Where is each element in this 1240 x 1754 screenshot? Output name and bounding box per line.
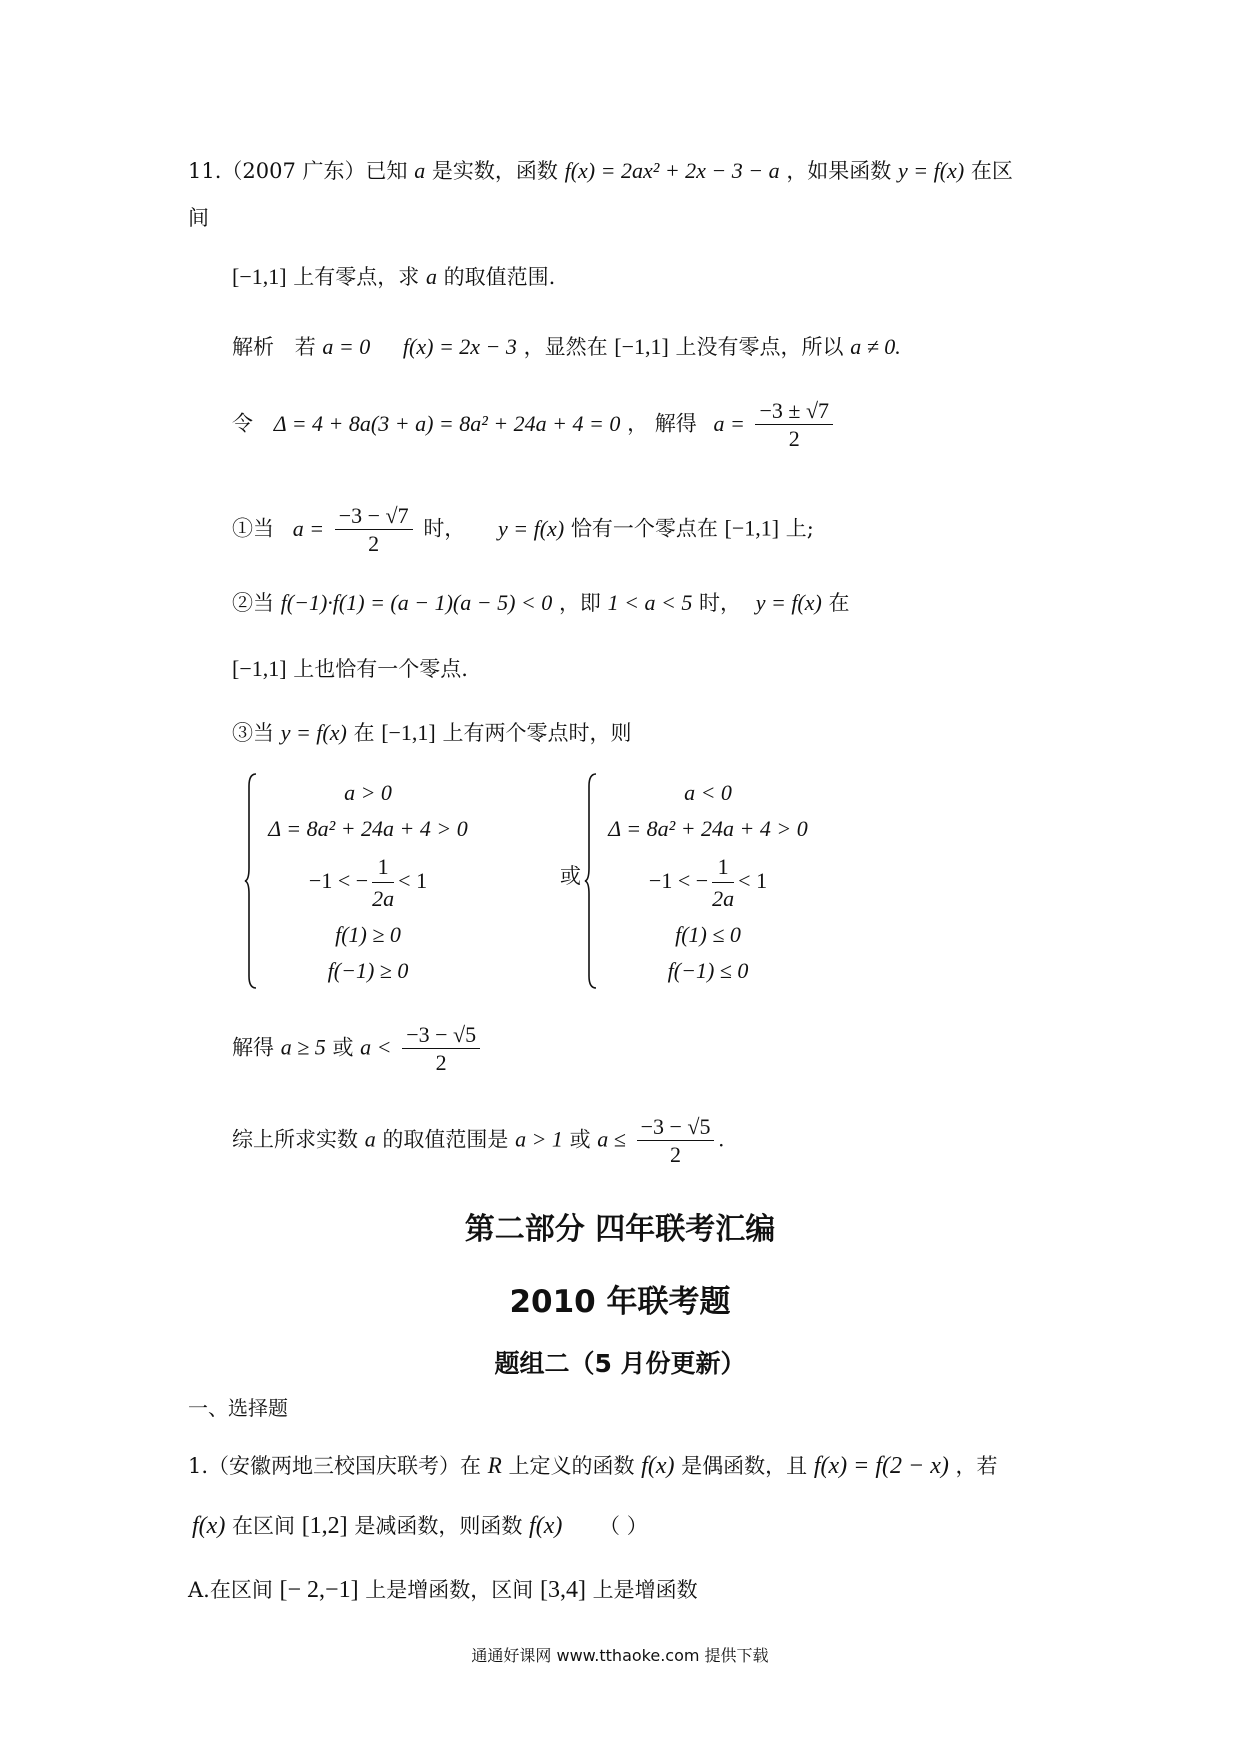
solution-text: 综上所求实数 — [232, 1127, 358, 1152]
function-y: y = f(x) — [898, 158, 965, 183]
option-label: A.在区间 — [188, 1578, 273, 1602]
system-row-fraction — [258, 854, 478, 912]
system-row: a > 0 — [344, 780, 392, 805]
function-definition: f(x) = 2ax² + 2x − 3 − a — [564, 158, 780, 183]
system-row: f(−1) ≤ 0 — [667, 958, 749, 983]
equation: f(−1)·f(1) = (a − 1)(a − 5) < 0 — [280, 590, 553, 615]
fraction-numerator: −3 ± √7 — [755, 400, 833, 425]
system-row-text: < 1 — [398, 868, 428, 894]
fraction-numerator: −3 − √5 — [402, 1024, 480, 1049]
case-label: ②当 — [232, 591, 274, 615]
solution-text: 时， — [423, 516, 466, 541]
equation: a > 1 — [515, 1126, 563, 1152]
function: f(x) — [529, 1513, 563, 1539]
question-text: 1.（安徽两地三校国庆联考）在 — [188, 1454, 482, 1478]
system-row: f(1) ≤ 0 — [675, 922, 741, 947]
left-brace-icon — [244, 772, 258, 990]
system-row: f(−1) ≥ 0 — [327, 958, 409, 983]
interval: [−1,1] — [614, 334, 669, 359]
interval: [−1,1] — [724, 515, 780, 541]
fraction — [637, 1116, 715, 1166]
set-R: R — [487, 1453, 502, 1478]
year-heading: 2010 年联考题 — [509, 1284, 731, 1320]
equation: f(x) = f(2 − x) — [813, 1453, 949, 1479]
fraction-denominator: 2 — [368, 531, 380, 556]
solution-text: 或 — [332, 1035, 354, 1060]
fraction — [402, 1024, 480, 1074]
solution-text: ，显然在 — [523, 335, 608, 359]
fraction — [335, 505, 413, 555]
solution-text: 或 — [569, 1127, 591, 1152]
case2-line — [232, 592, 850, 614]
function-y: y = f(x) — [755, 590, 822, 615]
equation: a ≠ 0. — [850, 334, 901, 359]
equation: a = — [713, 410, 745, 436]
solution-label: 解析 — [232, 335, 274, 359]
case-label: ①当 — [232, 516, 274, 541]
result-line2 — [232, 1116, 724, 1166]
problem11-prefix: 11.（2007 广东）已知 — [188, 159, 408, 183]
solution-text: 恰有一个零点在 — [570, 516, 718, 541]
solution-line1 — [232, 336, 901, 358]
option-text: 上是增函数，区间 — [365, 1578, 534, 1602]
problem11-line1 — [188, 160, 1013, 182]
case3-line — [232, 722, 631, 744]
system-row-text: −1 < − — [308, 868, 369, 894]
part-heading: 第二部分 四年联考汇编 — [464, 1212, 776, 1247]
function-y: y = f(x) — [498, 515, 565, 541]
system-row: f(1) ≥ 0 — [335, 922, 401, 947]
var-a: a — [425, 264, 437, 289]
problem11-text: 是实数，函数 — [431, 159, 558, 183]
interval: [−1,1] — [381, 720, 436, 745]
fraction — [372, 854, 394, 912]
option-text: 上是增函数 — [592, 1578, 698, 1602]
group-heading: 题组二（5 月份更新） — [494, 1349, 746, 1378]
solution-text: . — [718, 1126, 724, 1152]
system-row-fraction — [598, 854, 818, 912]
equation: a = — [292, 515, 325, 541]
question-text: 是偶函数，且 — [681, 1454, 808, 1478]
case1-line — [232, 505, 814, 555]
var-a: a — [364, 1126, 376, 1152]
system-row-text: < 1 — [738, 868, 768, 894]
section-title: 一、选择题 — [188, 1396, 288, 1420]
question-text: 是减函数，则函数 — [354, 1514, 523, 1538]
problem11-text: 在区 — [970, 159, 1013, 183]
equation: a = 0 — [322, 334, 371, 359]
equation: a ≤ — [597, 1126, 626, 1152]
answer-blank: （ ） — [599, 1514, 648, 1538]
solution-text: 在 — [353, 721, 375, 745]
equation: a < — [360, 1034, 392, 1060]
function: f(x) — [641, 1453, 675, 1479]
case2b-line — [232, 658, 468, 680]
fraction-denominator: 2a — [712, 886, 735, 911]
q1-line1 — [188, 1454, 998, 1478]
solution-text: 上有两个零点时，则 — [442, 721, 632, 745]
question-text: 上定义的函数 — [508, 1454, 635, 1478]
system-row: a < 0 — [684, 780, 732, 805]
problem11-line2: 间 — [188, 206, 209, 230]
solution-text: 令 — [232, 411, 253, 436]
solution-text: 上也恰有一个零点. — [293, 657, 468, 681]
solution-text: 时， — [699, 591, 742, 615]
case-label: ③当 — [232, 721, 274, 745]
interval: [− 2,−1] — [279, 1577, 359, 1603]
solution-text: 的取值范围是 — [382, 1127, 509, 1152]
fraction — [755, 400, 833, 450]
system-row: Δ = 8a² + 24a + 4 > 0 — [608, 816, 808, 841]
question-text: 在区间 — [232, 1514, 295, 1538]
problem11-text: 上有零点，求 — [293, 265, 420, 289]
fraction-numerator: −3 − √7 — [335, 505, 413, 530]
var-a: a — [414, 158, 426, 183]
interval: [−1,1] — [232, 264, 287, 289]
fraction-denominator: 2 — [670, 1142, 681, 1167]
page-footer: 通通好课网 www.tthaoke.com 提供下载 — [471, 1646, 769, 1665]
interval: [−1,1] — [232, 656, 287, 681]
discriminant-equation: Δ = 4 + 8a(3 + a) = 8a² + 24a + 4 = 0 — [273, 410, 621, 436]
inequality-system-1 — [258, 772, 478, 992]
solution-text: 若 — [294, 335, 316, 359]
interval: [1,2] — [301, 1513, 348, 1539]
or-text: 或 — [560, 864, 581, 888]
fraction-numerator: 1 — [712, 854, 734, 883]
function-y: y = f(x) — [280, 720, 347, 745]
solution-text: ，即 — [558, 591, 601, 615]
solution-text: 解得 — [232, 1035, 274, 1060]
left-brace-icon — [584, 772, 598, 990]
question-text: ，若 — [955, 1454, 998, 1478]
solution-text: 在 — [828, 591, 850, 615]
range: 1 < a < 5 — [607, 590, 693, 615]
fraction-numerator: −3 − √5 — [637, 1116, 715, 1141]
problem11-text: ，如果函数 — [786, 159, 892, 183]
q1-line2 — [192, 1514, 648, 1538]
fraction-denominator: 2a — [372, 886, 395, 911]
function: f(x) — [192, 1513, 226, 1539]
fraction-denominator: 2 — [788, 426, 800, 451]
fraction-denominator: 2 — [435, 1050, 447, 1075]
system-row: Δ = 8a² + 24a + 4 > 0 — [268, 816, 468, 841]
inequality-system-2 — [598, 772, 818, 992]
equation: f(x) = 2x − 3 — [402, 334, 517, 359]
solution-line2 — [232, 400, 837, 450]
q1-option-a — [188, 1578, 698, 1602]
system-row-text: −1 < − — [648, 868, 709, 894]
fraction-numerator: 1 — [372, 854, 394, 883]
fraction — [712, 854, 734, 912]
result-line1 — [232, 1024, 484, 1074]
solution-text: ， 解得 — [627, 411, 697, 436]
interval: [3,4] — [539, 1577, 586, 1603]
problem11-text: 的取值范围. — [443, 265, 556, 289]
problem11-line3 — [232, 266, 555, 288]
solution-text: 上; — [785, 516, 814, 541]
solution-text: 上没有零点，所以 — [675, 335, 844, 359]
equation: a ≥ 5 — [280, 1034, 326, 1060]
